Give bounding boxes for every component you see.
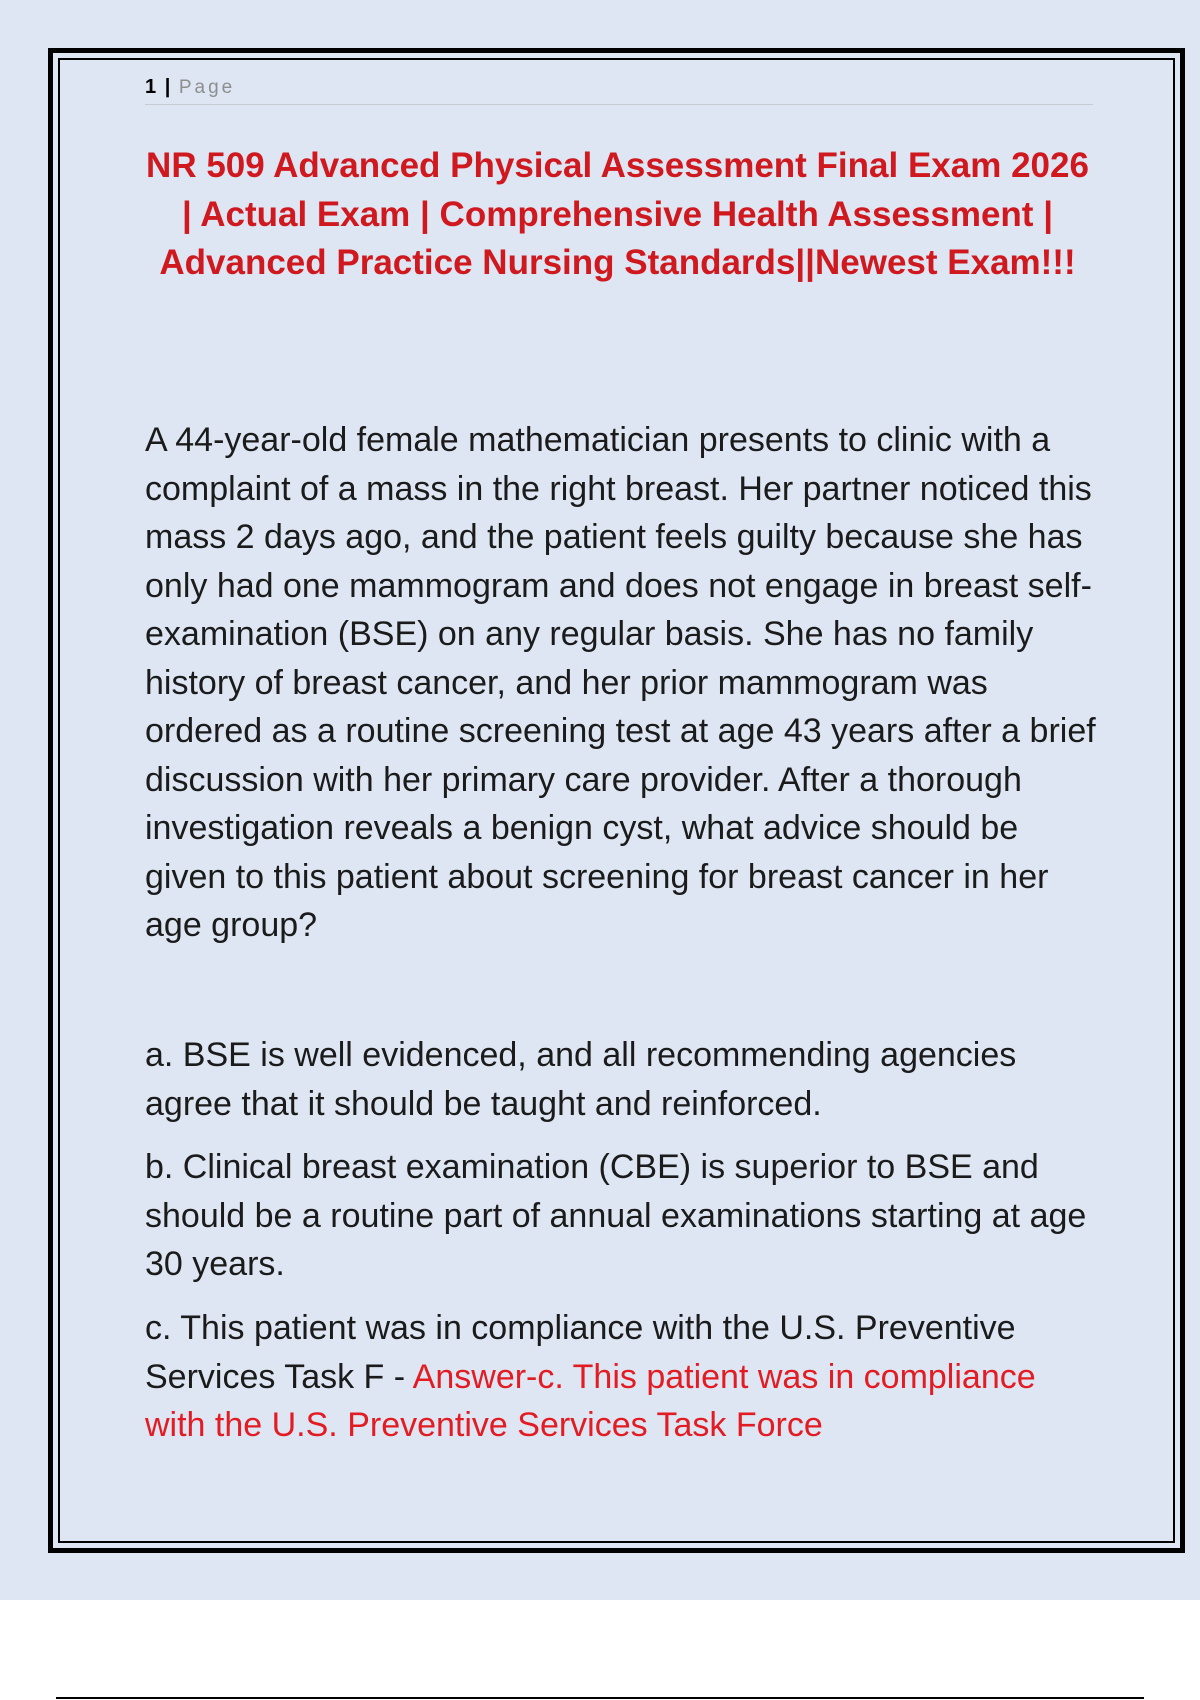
option-b: b. Clinical breast examination (CBE) is superior to BSE and should be a routine part of annual examinations starting at age 30 years. — [145, 1148, 1087, 1283]
option-c — [145, 1304, 1100, 1450]
document-title: NR 509 Advanced Physical Assessment Final Exam 2026 | Actual Exam | Comprehensive Health Assessment | Advanced Practice Nursing Standards||Newest Exam!!! — [146, 146, 1089, 282]
question-text: A 44-year-old female mathematician presents to clinic with a complaint of a mass in the right breast. Her partner noticed this mass 2 days ago, and the patient feels guilty because she has only had one mammogram and does not engage in breast self-examination (BSE) on any regular basis. She has no family history of breast cancer, and her prior mammogram was ordered as a routine screening test at age 43 years after a brief discussion with her primary care provider. After a thorough investigation reveals a benign cyst, what advice should be given to this patient about screening for breast cancer in her age group? — [145, 421, 1096, 944]
page-label: Page — [178, 77, 236, 98]
option-a: a. BSE is well evidenced, and all recommending agencies agree that it should be taught and reinforced. — [145, 1036, 1017, 1123]
answer-text: Answer-c. This patient was in compliance with the U.S. Preventive Services Task Force — [145, 1357, 1036, 1444]
bottom-divider — [56, 1697, 1144, 1699]
option-c-text: c. This patient was in compliance with the U.S. Preventive Services Task F - — [145, 1309, 1016, 1396]
page-number: 1 — [145, 76, 157, 98]
page-header — [145, 74, 1093, 105]
page-separator: | — [164, 76, 171, 98]
